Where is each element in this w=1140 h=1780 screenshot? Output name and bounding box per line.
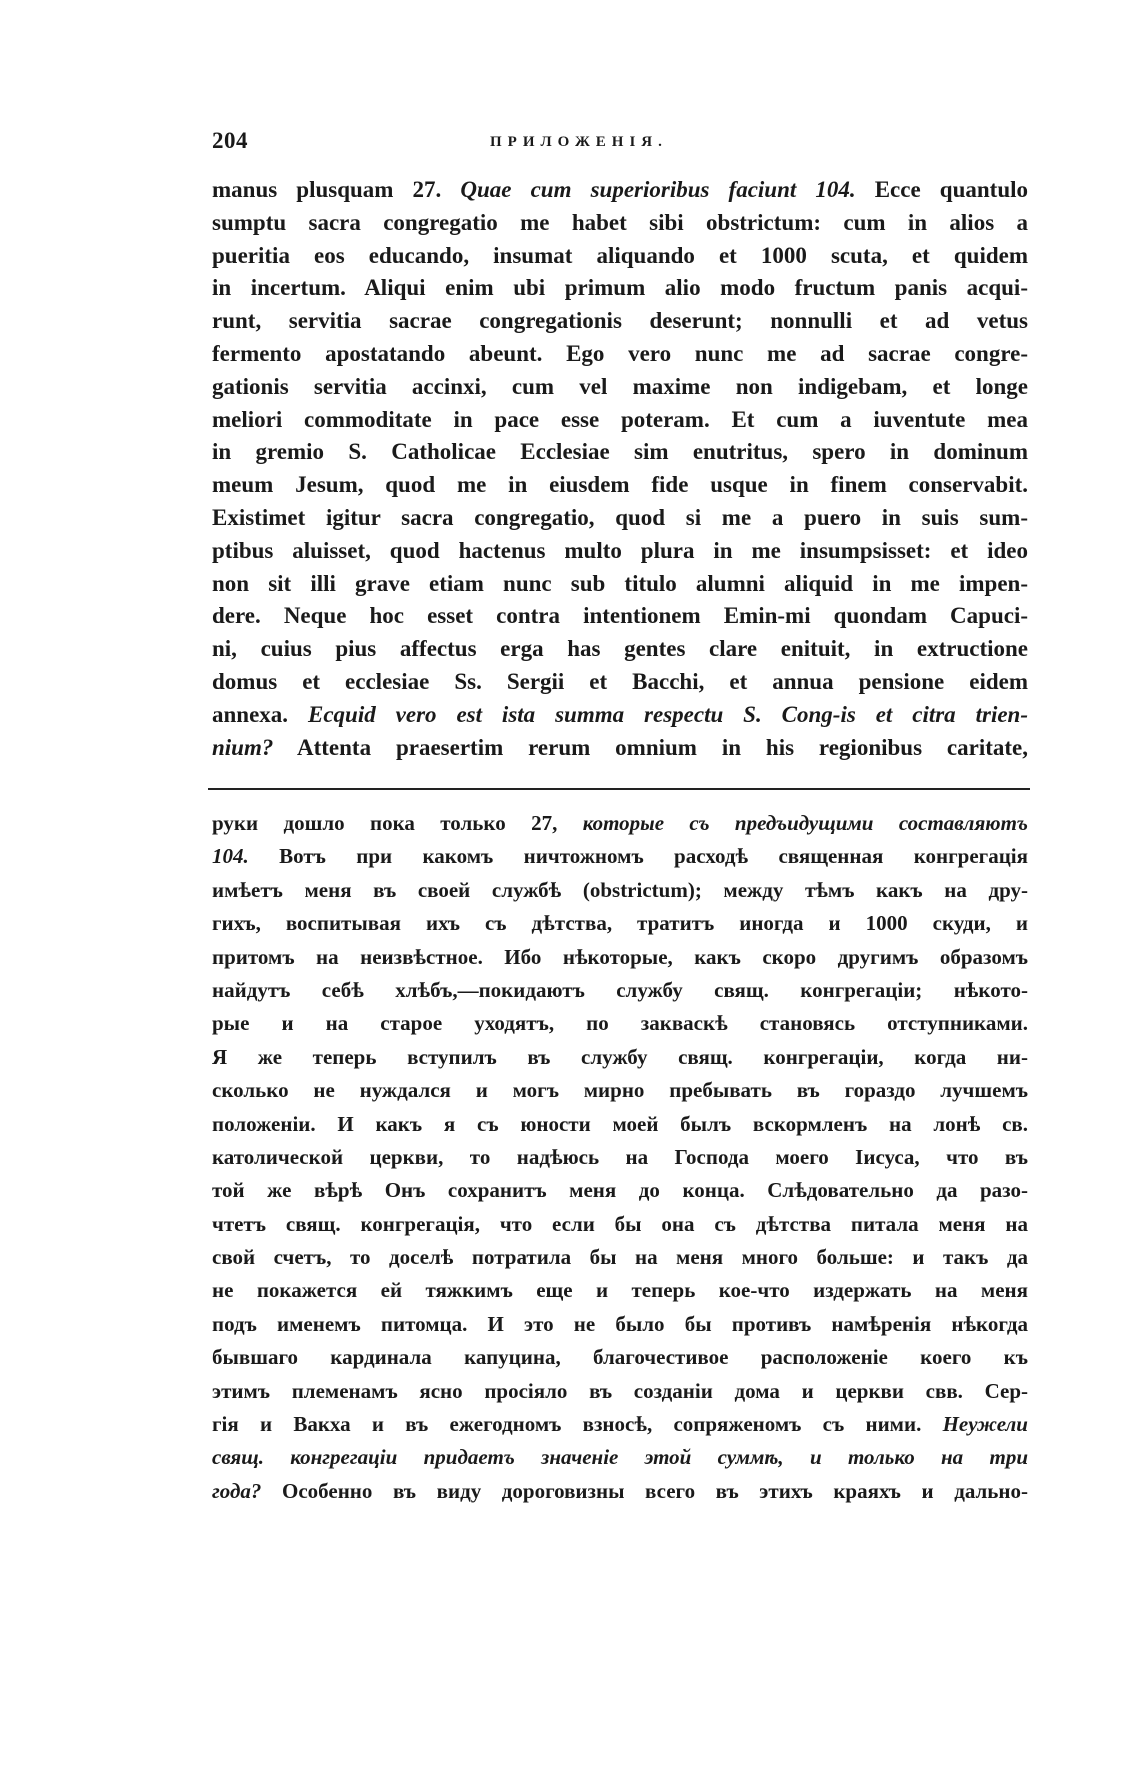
text-run: свой счетъ, то доселѣ потратила бы на меня много больше: и такъ да xyxy=(212,1245,1028,1270)
latin-text-line xyxy=(212,338,1028,371)
italic-text-run: 104. xyxy=(212,844,249,869)
russian-text-line xyxy=(212,941,1028,974)
text-run: manus plusquam 27. xyxy=(212,177,461,202)
text-run: pueritia eos educando, insumat aliquando et 1000 scuta, et quidem xyxy=(212,242,1028,268)
latin-text-line xyxy=(212,305,1028,338)
latin-text-line xyxy=(212,732,1028,765)
page-number: 204 xyxy=(212,128,248,153)
latin-text-line xyxy=(212,633,1028,666)
text-run: gationis servitia accinxi, cum vel maxime non indigebam, et longe xyxy=(212,373,1028,399)
russian-text-line xyxy=(212,1208,1028,1241)
text-run: католической церкви, то надѣюсь на Господа моего Іисуса, что въ xyxy=(212,1144,1028,1169)
russian-text-line xyxy=(212,1375,1028,1408)
text-run: Ecce quantulo xyxy=(855,177,1028,202)
text-run: гихъ, воспитывая ихъ съ дѣтства, тратитъ иногда и 1000 скуди, и xyxy=(212,911,1028,936)
latin-text-line xyxy=(212,535,1028,568)
text-run: ptibus aluisset, quod hactenus multo plura in me insumpsisset: et ideo xyxy=(212,537,1028,563)
italic-text-run: nium? xyxy=(212,734,274,760)
italic-text-run: Quae cum superioribus faciunt 104. xyxy=(460,177,856,202)
text-run: сколько не нуждался и могъ мирно пребывать въ гораздо лучшемъ xyxy=(212,1078,1028,1103)
latin-text-line xyxy=(212,272,1028,305)
russian-text-block xyxy=(212,807,1028,1508)
text-run: руки дошло пока только 27, xyxy=(212,811,583,835)
russian-text-line xyxy=(212,874,1028,907)
italic-text-run: которые съ предъидущими составляютъ xyxy=(582,811,1028,835)
russian-text-line xyxy=(212,840,1028,873)
text-run: in incertum. Aliqui enim ubi primum alio modo fructum panis acqui- xyxy=(212,275,1028,301)
latin-text-line xyxy=(212,666,1028,699)
russian-text-line xyxy=(212,807,1028,840)
text-run: этимъ племенамъ ясно просіяло въ созданіи дома и церкви свв. Сер- xyxy=(212,1378,1028,1403)
russian-text-line xyxy=(212,1274,1028,1307)
text-run: гія и Вакха и въ ежегодномъ взносѣ, сопряженомъ съ ними. xyxy=(212,1412,943,1437)
latin-text-line xyxy=(212,600,1028,633)
latin-text-line xyxy=(212,207,1028,240)
italic-text-run: года? xyxy=(212,1478,262,1503)
russian-text-line xyxy=(212,1441,1028,1474)
text-run: in gremio S. Catholicae Ecclesiae sim enutritus, spero in dominum xyxy=(212,439,1028,465)
text-run: притомъ на неизвѣстное. Ибо нѣкоторые, какъ скоро другимъ образомъ xyxy=(212,944,1028,969)
text-run: той же вѣрѣ Онъ сохранитъ меня до конца. Слѣдовательно да разо- xyxy=(212,1178,1028,1203)
russian-text-line xyxy=(212,1174,1028,1207)
latin-text-line xyxy=(212,371,1028,404)
russian-text-line xyxy=(212,1308,1028,1341)
text-run: бывшаго кардинала капуцина, благочестивое расположеніе коего къ xyxy=(212,1345,1028,1370)
text-run: dere. Neque hoc esset contra intentionem Emin-mi quondam Capuci- xyxy=(212,603,1028,629)
latin-text-line xyxy=(212,699,1028,732)
russian-text-line xyxy=(212,1141,1028,1174)
text-run: meum Jesum, quod me in eiusdem fide usque in finem conservabit. xyxy=(212,472,1028,498)
russian-text-line xyxy=(212,907,1028,940)
russian-text-line xyxy=(212,1241,1028,1274)
text-run: Вотъ при какомъ ничтожномъ расходѣ священная конгрегація xyxy=(248,844,1028,869)
text-run: Особенно въ виду дороговизны всего въ этихъ краяхъ и дально- xyxy=(261,1478,1028,1503)
latin-text-line xyxy=(212,404,1028,437)
russian-text-line xyxy=(212,974,1028,1007)
russian-text-line xyxy=(212,1108,1028,1141)
latin-text-line xyxy=(212,174,1028,207)
russian-text-line xyxy=(212,1475,1028,1508)
text-run: meliori commoditate in pace esse poteram. Et cum a iuventute mea xyxy=(212,406,1028,432)
text-run: Я же теперь вступилъ въ службу свящ. конгрегаціи, когда ни- xyxy=(212,1044,1028,1069)
latin-text-line xyxy=(212,436,1028,469)
russian-text-line xyxy=(212,1041,1028,1074)
latin-text-line xyxy=(212,568,1028,601)
italic-text-run: Неужели xyxy=(942,1412,1028,1437)
text-run: положеніи. И какъ я съ юности моей былъ вскормленъ на лонѣ св. xyxy=(212,1111,1028,1136)
russian-text-line xyxy=(212,1007,1028,1040)
latin-text-block xyxy=(212,174,1028,764)
text-run: domus et ecclesiae Ss. Sergii et Bacchi, et annua pensione eidem xyxy=(212,668,1028,694)
text-run: чтетъ свящ. конгрегація, что если бы она съ дѣтства питала меня на xyxy=(212,1211,1028,1236)
latin-text-line xyxy=(212,240,1028,273)
page-header xyxy=(212,128,1028,162)
russian-text-line xyxy=(212,1341,1028,1374)
italic-text-run: свящ. конгрегаціи придаетъ значеніе этой суммѣ, и только на три xyxy=(212,1445,1028,1470)
text-run: Attenta praesertim rerum omnium in his regionibus caritate, xyxy=(273,734,1028,760)
text-run: Existimet igitur sacra congregatio, quod si me a puero in suis sum- xyxy=(212,504,1028,530)
text-run: ni, cuius pius affectus erga has gentes clare enituit, in extructione xyxy=(212,636,1028,662)
text-run: не покажется ей тяжкимъ еще и теперь кое-что издержать на меня xyxy=(212,1278,1028,1303)
latin-text-line xyxy=(212,469,1028,502)
text-run: fermento apostatando abeunt. Ego vero nunc me ad sacrae congre- xyxy=(212,340,1028,366)
italic-text-run: Ecquid vero est ista summa respectu S. Cong-is et citra trien- xyxy=(307,701,1028,727)
text-run: runt, servitia sacrae congregationis deserunt; nonnulli et ad vetus xyxy=(212,308,1028,334)
russian-text-line xyxy=(212,1408,1028,1441)
footnote-rule xyxy=(208,788,1030,790)
text-run: рые и на старое уходятъ, по закваскѣ становясь отступниками. xyxy=(212,1011,1028,1036)
text-run: non sit illi grave etiam nunc sub titulo alumni aliquid in me impen- xyxy=(212,570,1028,596)
russian-text-line xyxy=(212,1074,1028,1107)
text-run: sumptu sacra congregatio me habet sibi obstrictum: cum in alios a xyxy=(212,209,1028,235)
text-run: подъ именемъ питомца. И это не было бы противъ намѣренія нѣкогда xyxy=(212,1311,1028,1336)
running-head: ПРИЛОЖЕНІЯ. xyxy=(490,134,668,150)
text-run: имѣетъ меня въ своей службѣ (obstrictum); между тѣмъ какъ на дру- xyxy=(212,877,1028,902)
latin-text-line xyxy=(212,502,1028,535)
text-run: найдутъ себѣ хлѣбъ,—покидаютъ службу свящ. конгрегаціи; нѣкото- xyxy=(212,977,1028,1002)
text-run: annexa. xyxy=(212,701,308,727)
